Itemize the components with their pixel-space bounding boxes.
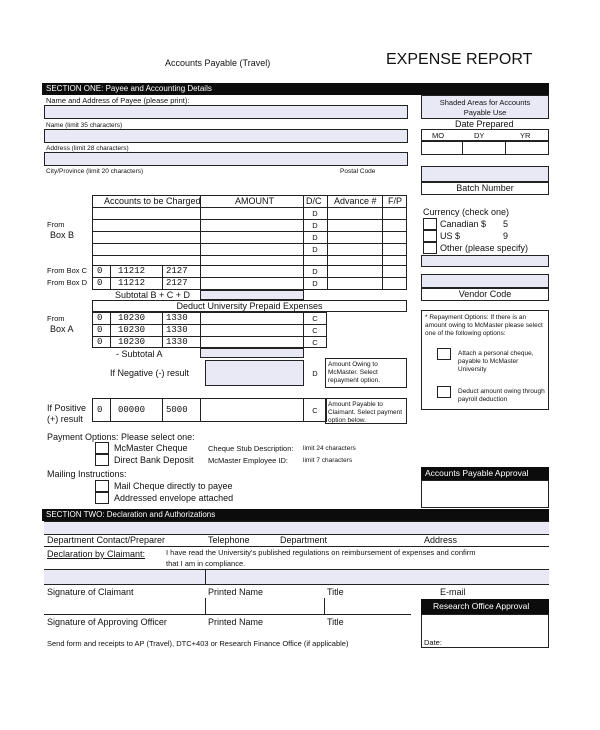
ap-approval-field[interactable] xyxy=(421,480,549,508)
repayment-options-box xyxy=(421,310,549,410)
postal-code-label: Postal Code xyxy=(340,168,376,175)
repayment-note: * Repayment Options: If there is an amount owing to McMaster please select one of the following options: xyxy=(425,314,543,337)
col-dc-header: D/C xyxy=(306,196,322,206)
batch-number-label: Batch Number xyxy=(456,183,514,193)
shaded-areas-text: Shaded Areas for Accounts Payable Use xyxy=(439,98,531,117)
date-year-input[interactable] xyxy=(505,141,549,155)
contact-row-field[interactable] xyxy=(44,521,549,535)
city-limit-label: City/Province (limit 20 characters) xyxy=(46,168,144,175)
date-month-input[interactable] xyxy=(421,141,463,155)
acc-d-dept: 2127 xyxy=(166,278,188,288)
if-negative-label: If Negative (-) result xyxy=(110,368,190,378)
claimant-signature-row[interactable] xyxy=(44,569,549,585)
repay-cheque-label: Attach a personal cheque, payable to McMaster University xyxy=(458,350,534,373)
section-one-bar: SECTION ONE: Payee and Accounting Details xyxy=(42,83,549,95)
employee-id-label: McMaster Employee ID: xyxy=(208,456,289,465)
dc-from-c: D xyxy=(312,267,318,276)
acc-c-account: 11212 xyxy=(118,266,146,276)
shaded-areas-note xyxy=(421,95,549,119)
ap-approval-bar: Accounts Payable Approval xyxy=(421,467,549,480)
acc-a1-dept: 1330 xyxy=(166,313,188,323)
batch-number-label-box xyxy=(421,182,549,195)
declaration-label: Declaration by Claimant: xyxy=(47,549,146,559)
from-box-b-label-1: From xyxy=(47,220,65,229)
currency-label: Currency (check one) xyxy=(423,207,510,217)
cheque-stub-label: Cheque Stub Description: xyxy=(208,444,294,453)
date-month-label: MO xyxy=(432,131,445,140)
if-positive-label-2: (+) result xyxy=(47,414,83,424)
acc-a2-account: 10230 xyxy=(118,325,146,335)
currency-other-field[interactable] xyxy=(421,255,549,267)
payee-name-field[interactable] xyxy=(44,105,408,119)
dc-a3: C xyxy=(312,338,318,347)
mcmaster-cheque-label: McMaster Cheque xyxy=(114,443,188,453)
email-label: E-mail xyxy=(440,587,466,597)
employee-id-limit: limit 7 characters xyxy=(303,457,353,464)
subtotal-a-field[interactable] xyxy=(200,348,304,358)
direct-deposit-label: Direct Bank Deposit xyxy=(114,455,194,465)
currency-canadian-label: Canadian $ xyxy=(440,219,487,229)
declaration-text-2: that I am in compliance. xyxy=(166,559,246,568)
currency-us-code: 9 xyxy=(503,231,509,241)
payee-address-field-2[interactable] xyxy=(44,152,408,166)
from-box-c-label: From Box C xyxy=(47,266,88,275)
acc-c-dept: 2127 xyxy=(166,266,188,276)
currency-us-label: US $ xyxy=(440,231,461,241)
dc-from-d: D xyxy=(312,279,318,288)
acc-a1-account: 10230 xyxy=(118,313,146,323)
payee-label: Name and Address of Payee (please print): xyxy=(46,96,190,105)
dc-a1: C xyxy=(312,314,318,323)
repay-payroll-label: Deduct amount owing through payroll deduction xyxy=(458,388,545,403)
negative-result-field[interactable] xyxy=(205,360,304,386)
dc-row1: D xyxy=(312,209,318,218)
payee-address-field-1[interactable] xyxy=(44,129,408,143)
mailing-instructions-label: Mailing Instructions: xyxy=(47,469,127,479)
direct-deposit-checkbox[interactable] xyxy=(95,454,109,466)
from-box-a-label-2: Box A xyxy=(50,324,74,334)
department-label: Department xyxy=(280,535,328,545)
research-date-label: Date: xyxy=(424,638,442,647)
acc-a1-fund: 0 xyxy=(97,313,103,323)
if-positive-label-1: If Positive xyxy=(47,403,87,413)
acc-pos-dept: 5000 xyxy=(166,405,188,415)
sig-claimant-label: Signature of Claimant xyxy=(47,587,134,597)
research-approval-bar: Research Office Approval xyxy=(421,599,549,614)
from-box-d-label: From Box D xyxy=(47,278,88,287)
date-year-label: YR xyxy=(520,131,531,140)
acc-c-fund: 0 xyxy=(97,266,103,276)
dc-negative: D xyxy=(312,369,318,378)
payable-note: Amount Payable to Claimant. Select payment option below. xyxy=(328,401,403,424)
dept-contact-label: Department Contact/Preparer xyxy=(47,535,166,545)
address-label: Address xyxy=(424,535,458,545)
payment-options-label: Payment Options: Please select one: xyxy=(47,432,195,442)
address-limit-label: Address (limit 28 characters) xyxy=(46,145,129,152)
col-accounts-header: Accounts to be Charged xyxy=(104,196,201,206)
telephone-label: Telephone xyxy=(208,535,250,545)
date-prepared-label: Date Prepared xyxy=(455,119,514,129)
subtotal-a-label: - Subtotal A xyxy=(116,349,163,359)
vendor-code-label: Vendor Code xyxy=(458,289,512,299)
vendor-code-field xyxy=(421,274,549,288)
mail-payee-checkbox[interactable] xyxy=(95,480,109,492)
mcmaster-cheque-checkbox[interactable] xyxy=(95,442,109,454)
currency-us-checkbox[interactable] xyxy=(423,230,437,242)
date-day-label: DY xyxy=(474,131,485,140)
from-box-a-label-1: From xyxy=(47,314,65,323)
acc-pos-fund: 0 xyxy=(97,405,103,415)
section-two-bar: SECTION TWO: Declaration and Authorizations xyxy=(42,509,549,521)
dc-row3: D xyxy=(312,233,318,242)
acc-d-fund: 0 xyxy=(97,278,103,288)
batch-number-field xyxy=(421,166,549,182)
acc-pos-account: 00000 xyxy=(118,405,146,415)
currency-canadian-code: 5 xyxy=(503,219,509,229)
repay-cheque-checkbox[interactable] xyxy=(437,348,451,360)
title-2-label: Title xyxy=(327,617,344,627)
title-label: Title xyxy=(327,587,344,597)
addressed-envelope-checkbox[interactable] xyxy=(95,492,109,504)
date-day-input[interactable] xyxy=(462,141,506,155)
acc-a3-dept: 1330 xyxy=(166,337,188,347)
acc-a3-account: 10230 xyxy=(118,337,146,347)
owing-note-box xyxy=(325,358,407,388)
repay-payroll-checkbox[interactable] xyxy=(437,386,451,398)
subtotal-bcd-label: Subtotal B + C + D xyxy=(115,290,191,300)
acc-a2-dept: 1330 xyxy=(166,325,188,335)
acc-a2-fund: 0 xyxy=(97,325,103,335)
acc-d-account: 11212 xyxy=(118,278,146,288)
payable-note-box xyxy=(325,398,407,424)
from-box-b-label-2: Box B xyxy=(50,230,75,240)
currency-other-checkbox[interactable] xyxy=(423,242,437,254)
dc-row2: D xyxy=(312,221,318,230)
acc-a3-fund: 0 xyxy=(97,337,103,347)
send-note: Send form and receipts to AP (Travel), DTC+403 or Research Finance Office (if applicable) xyxy=(47,639,349,648)
subtotal-bcd-field[interactable] xyxy=(200,290,304,300)
declaration-text-1: I have read the University's published regulations on reimbursement of expenses and confirm xyxy=(166,548,476,557)
deduct-header-box xyxy=(92,300,407,312)
currency-canadian-checkbox[interactable] xyxy=(423,218,437,230)
name-limit-label: Name (limit 35 characters) xyxy=(46,122,123,129)
vendor-code-label-box xyxy=(421,288,549,301)
form-subtitle: Accounts Payable (Travel) xyxy=(165,58,271,68)
dc-a2: C xyxy=(312,326,318,335)
deduct-header: Deduct University Prepaid Expenses xyxy=(176,301,323,311)
research-approval-field[interactable] xyxy=(421,614,549,648)
dc-row4: D xyxy=(312,245,318,254)
col-amount-header: AMOUNT xyxy=(235,196,274,206)
page-title: EXPENSE REPORT xyxy=(386,51,533,68)
printed-name-2-label: Printed Name xyxy=(208,617,264,627)
col-advance-header: Advance # xyxy=(334,196,377,206)
addressed-envelope-label: Addressed envelope attached xyxy=(114,493,234,503)
mail-payee-label: Mail Cheque directly to payee xyxy=(114,481,233,491)
cheque-stub-limit: limit 24 characters xyxy=(303,445,356,452)
col-fp-header: F/P xyxy=(388,196,403,206)
printed-name-label: Printed Name xyxy=(208,587,264,597)
sig-officer-label: Signature of Approving Officer xyxy=(47,617,167,627)
currency-other-label: Other (please specify) xyxy=(440,243,529,253)
dc-positive: C xyxy=(312,406,318,415)
owing-note: Amount Owing to McMaster. Select repayment option. xyxy=(328,361,381,384)
